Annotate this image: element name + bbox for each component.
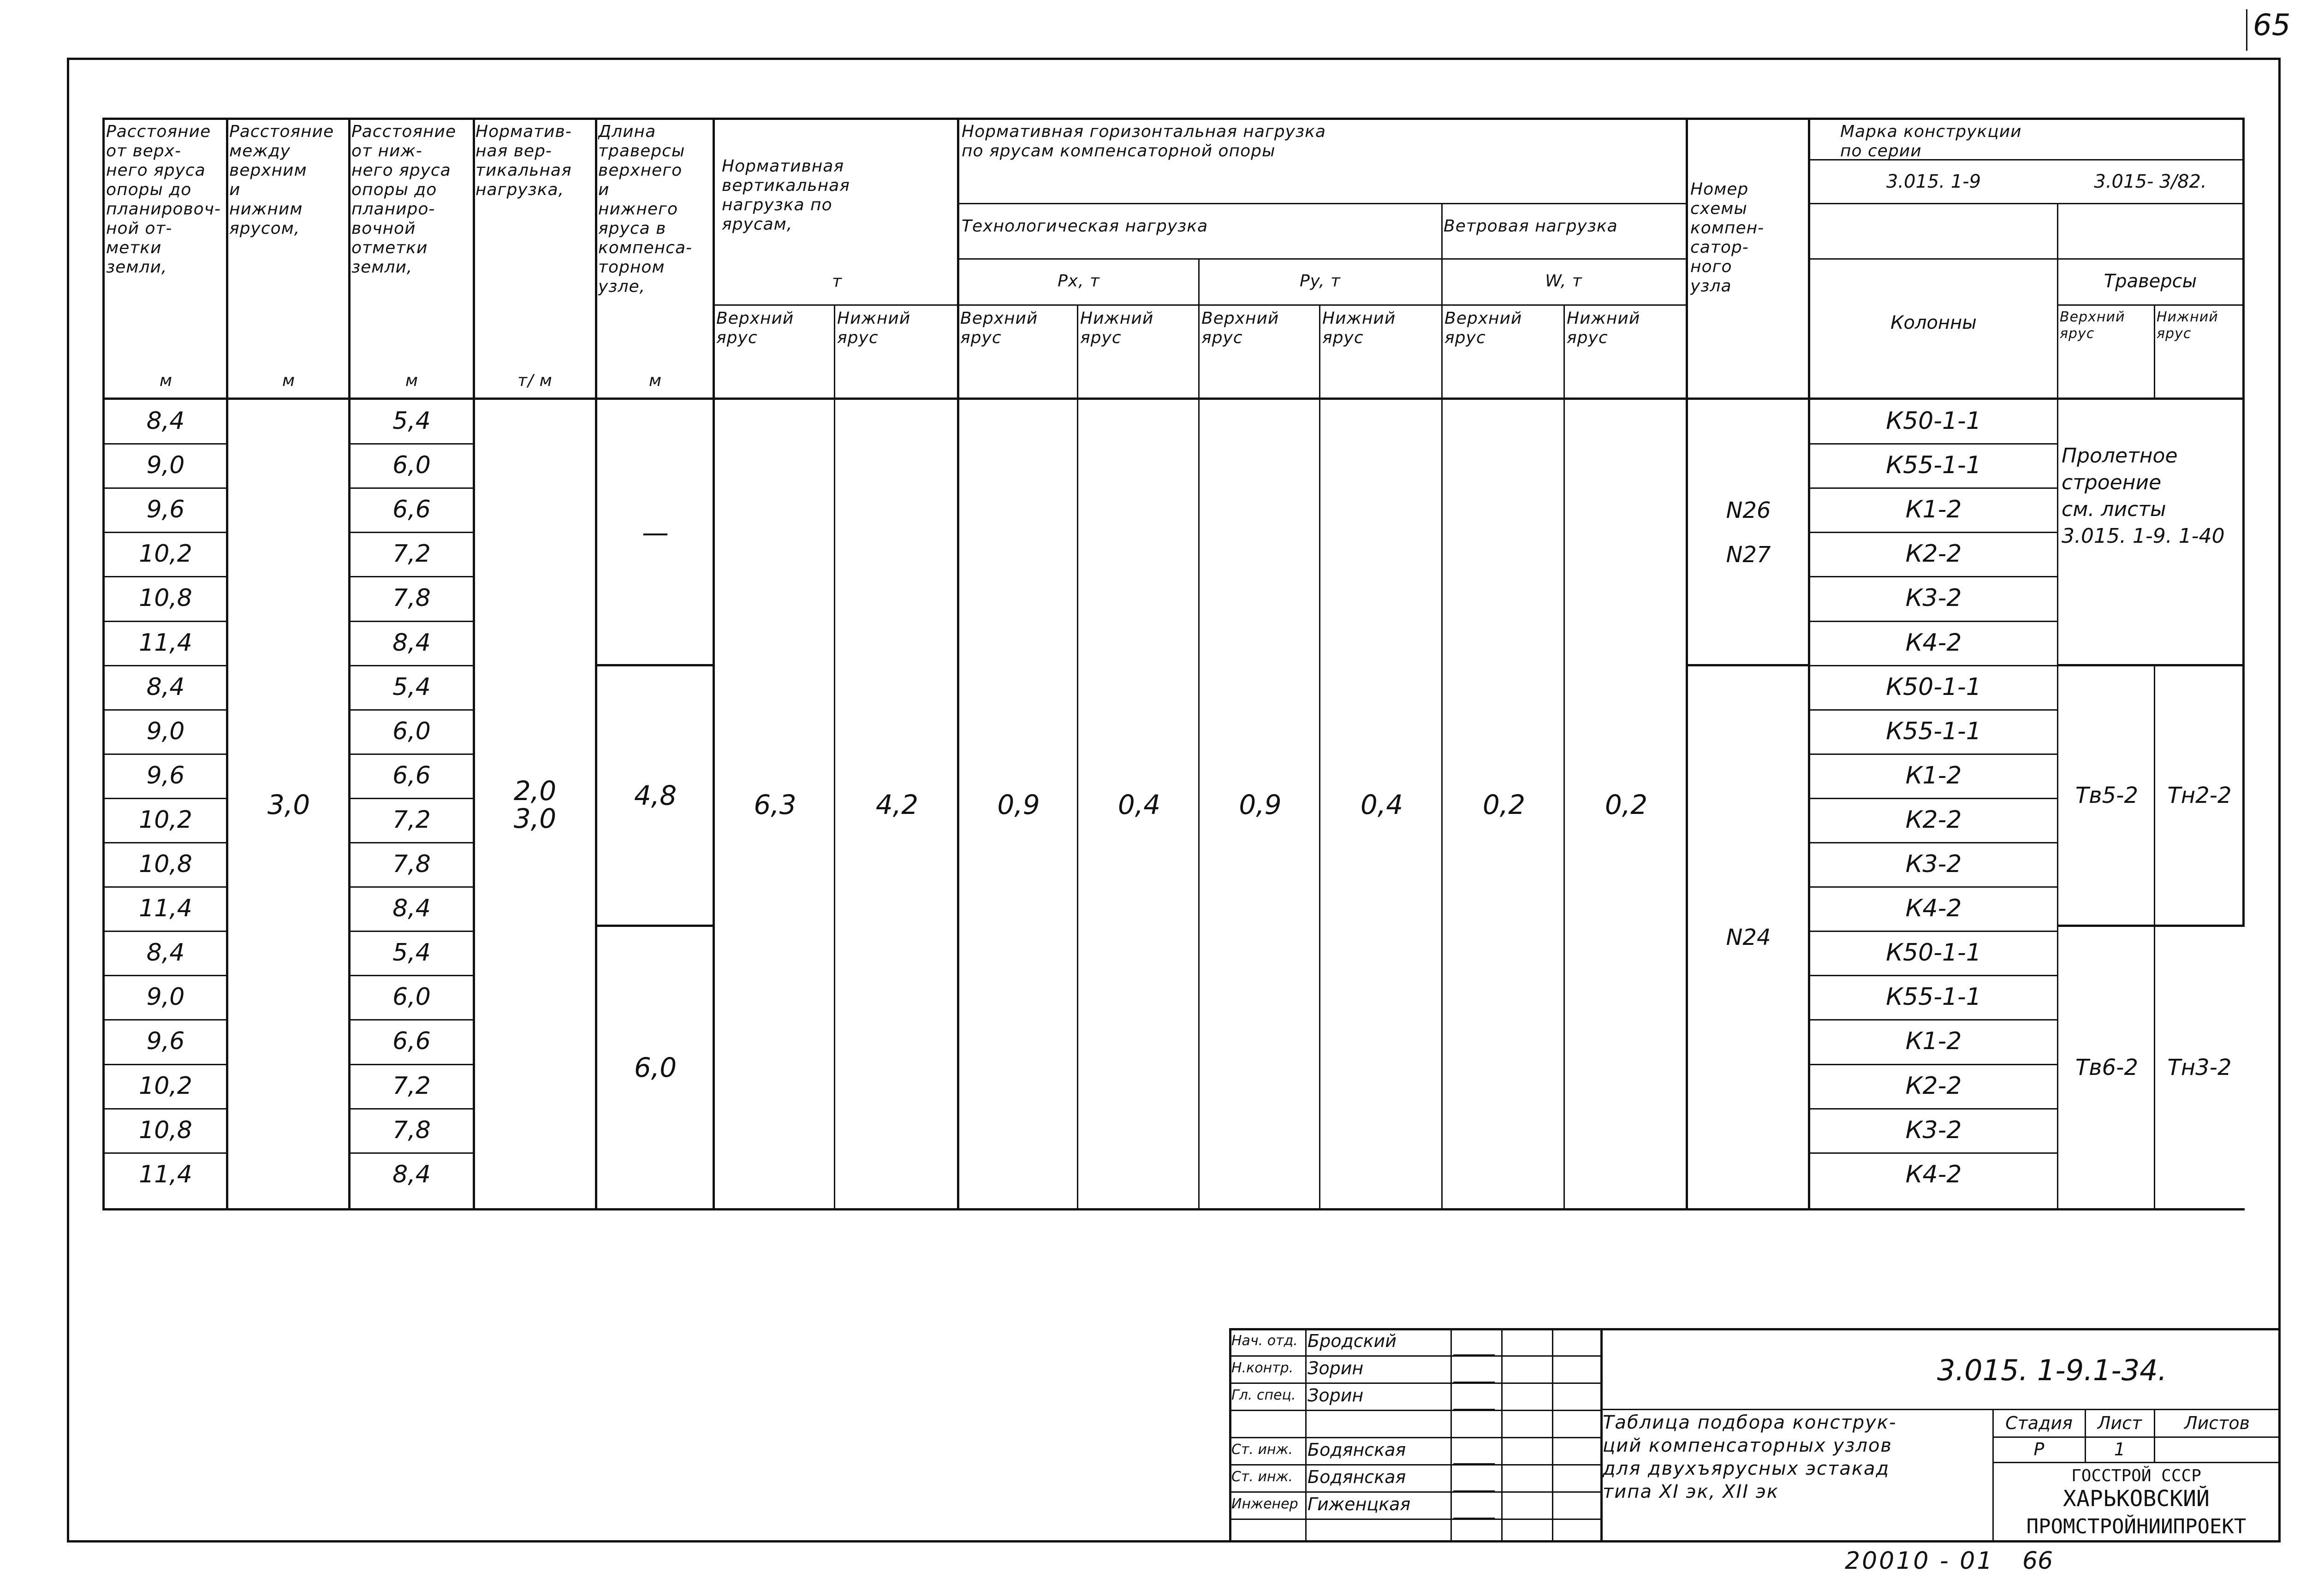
row-dist-lower: 7,8	[392, 1116, 431, 1144]
row-dist-upper: 9,0	[146, 718, 185, 745]
tb-name: Гиженцкая	[1308, 1494, 1411, 1514]
tb-role: Ст. инж.	[1231, 1469, 1293, 1485]
row-column-mark: К2-2	[1905, 540, 1962, 568]
signature-mark	[1453, 1468, 1504, 1492]
row-dist-lower: 5,4	[392, 673, 431, 701]
row-dist-upper: 10,8	[139, 584, 192, 612]
merged-between: 3,0	[267, 789, 310, 820]
org-line-3: ПРОМСТРОЙНИИПРОЕКТ	[2026, 1514, 2247, 1538]
row-dist-upper: 9,6	[146, 1027, 185, 1055]
tb-name: Зорин	[1308, 1358, 1364, 1378]
row-dist-upper: 11,4	[139, 895, 192, 922]
row-column-mark: К50-1-1	[1886, 673, 1981, 701]
tb-role: Нач. отд.	[1231, 1333, 1298, 1349]
tb-role	[1231, 1414, 1305, 1438]
merged-length-g3: 6,0	[634, 1052, 677, 1083]
row-dist-upper: 10,8	[139, 1116, 192, 1144]
header-scheme: Номер схемы компен- сатор- ного узла	[1690, 180, 1765, 296]
merged-trav-g2-lower: Тн2-2	[2167, 783, 2232, 808]
footer-code: 20010 - 01	[1845, 1547, 1994, 1575]
row-dist-lower: 6,0	[392, 451, 431, 479]
merged-trav-g3-upper: Тв6-2	[2075, 1055, 2138, 1080]
org-line-2: ХАРЬКОВСКИЙ	[2063, 1486, 2210, 1512]
row-dist-upper: 9,0	[146, 451, 185, 479]
row-column-mark: К3-2	[1905, 1116, 1962, 1144]
header-horizontal-load: Нормативная горизонтальная нагрузка по ярусам компенсаторной опоры	[962, 122, 1326, 160]
tb-role: Н.контр.	[1231, 1360, 1294, 1376]
merged-px-upper: 0,9	[997, 789, 1040, 820]
frame-top	[67, 58, 2281, 60]
row-dist-upper: 10,2	[139, 540, 192, 568]
row-dist-upper: 10,8	[139, 850, 192, 878]
merged-vert-lower: 4,2	[875, 789, 919, 820]
merged-trav-g3-lower: Тн3-2	[2167, 1055, 2232, 1080]
header-dist-upper: Расстояние от верх- него яруса опоры до планировоч- ной от- метки земли,	[106, 122, 221, 277]
tb-name: Зорин	[1308, 1385, 1364, 1406]
tb-role: Гл. спец.	[1231, 1387, 1296, 1403]
row-column-mark: К3-2	[1905, 584, 1962, 612]
tb-name: Бродский	[1308, 1331, 1397, 1351]
row-dist-lower: 6,0	[392, 718, 431, 745]
row-dist-upper: 9,6	[146, 762, 185, 789]
merged-w-lower: 0,2	[1605, 789, 1648, 820]
merged-trav-g2-upper: Тв5-2	[2075, 783, 2138, 808]
frame-bottom	[67, 1540, 2281, 1543]
merged-length-g1: —	[642, 517, 669, 548]
row-column-mark: К1-2	[1905, 762, 1962, 789]
merged-norm-vert: 2,0 3,0	[513, 775, 557, 834]
row-dist-lower: 8,4	[392, 629, 431, 657]
merged-py-lower: 0,4	[1360, 789, 1403, 820]
footer-number: 66	[2022, 1547, 2053, 1575]
row-dist-lower: 6,6	[392, 496, 431, 523]
sheets-value	[2155, 1437, 2279, 1461]
header-length: Длина траверсы верхнего и нижнего яруса в компенса- торном узле,	[598, 122, 692, 296]
merged-length-g2: 4,8	[634, 780, 677, 811]
row-dist-upper: 10,2	[139, 1072, 192, 1100]
tb-name: Бодянская	[1308, 1440, 1406, 1460]
row-column-mark: К50-1-1	[1886, 939, 1981, 967]
header-dist-between: Расстояние между верхним и нижним ярусом,	[229, 122, 334, 238]
row-dist-lower: 8,4	[392, 1161, 431, 1188]
row-column-mark: К4-2	[1905, 629, 1962, 657]
sheet-value: 1	[2114, 1439, 2126, 1460]
row-column-mark: К50-1-1	[1886, 407, 1981, 435]
row-dist-upper: 9,0	[146, 983, 185, 1011]
row-dist-lower: 6,6	[392, 1027, 431, 1055]
row-dist-lower: 7,2	[392, 540, 431, 568]
frame-left	[67, 58, 69, 1543]
corner-tick	[2246, 9, 2247, 51]
row-column-mark: К4-2	[1905, 895, 1962, 922]
signature-mark	[1453, 1386, 1504, 1410]
row-column-mark: К55-1-1	[1886, 983, 1981, 1011]
row-dist-lower: 6,0	[392, 983, 431, 1011]
signature-mark	[1453, 1359, 1504, 1383]
merged-vert-upper: 6,3	[754, 789, 796, 820]
signature-mark	[1453, 1495, 1504, 1519]
tb-name	[1308, 1412, 1450, 1437]
sheet-title: Таблица подбора конструк- ций компенсаторных узлов для двухъярусных эстакад типа XI эк, XII эк	[1603, 1412, 1897, 1502]
row-dist-upper: 8,4	[146, 673, 185, 701]
row-dist-lower: 8,4	[392, 895, 431, 922]
row-dist-upper: 8,4	[146, 939, 185, 967]
tb-role: Ст. инж.	[1231, 1442, 1293, 1458]
row-dist-lower: 6,6	[392, 762, 431, 789]
row-column-mark: К1-2	[1905, 496, 1962, 523]
row-column-mark: К2-2	[1905, 806, 1962, 834]
tb-role: Инженер	[1231, 1496, 1298, 1512]
row-column-mark: К1-2	[1905, 1027, 1962, 1055]
stage-value: Р	[2033, 1439, 2044, 1460]
row-dist-lower: 5,4	[392, 407, 431, 435]
merged-px-lower: 0,4	[1117, 789, 1161, 820]
tb-name: Бодянская	[1308, 1467, 1406, 1487]
row-column-mark: К55-1-1	[1886, 718, 1981, 745]
merged-scheme-g23: N24	[1726, 924, 1771, 950]
sheet-corner-number: 65	[2253, 8, 2291, 42]
header-vert-tiers: Нормативная вертикальная нагрузка по ярусам,	[722, 157, 850, 234]
signature-mark	[1453, 1441, 1504, 1465]
row-dist-lower: 5,4	[392, 939, 431, 967]
row-column-mark: К3-2	[1905, 850, 1962, 878]
header-mark: Марка конструкции по серии	[1840, 122, 2022, 159]
org-line-1: ГОССТРОЙ СССР	[2071, 1466, 2201, 1485]
merged-trav-g1: Пролетное строение см. листы 3.015. 1-9. 1-40	[2062, 444, 2225, 548]
row-column-mark: К2-2	[1905, 1072, 1962, 1100]
merged-py-upper: 0,9	[1239, 789, 1282, 820]
merged-scheme-g1: N26 N27	[1726, 498, 1771, 568]
row-dist-lower: 7,8	[392, 584, 431, 612]
row-dist-upper: 11,4	[139, 629, 192, 657]
row-dist-lower: 7,2	[392, 806, 431, 834]
row-column-mark: К4-2	[1905, 1161, 1962, 1188]
row-dist-upper: 9,6	[146, 496, 185, 523]
row-column-mark: К55-1-1	[1886, 451, 1981, 479]
header-dist-lower: Расстояние от ниж- него яруса опоры до планиро- вочной отметки земли,	[351, 122, 457, 277]
row-dist-lower: 7,8	[392, 850, 431, 878]
row-dist-upper: 10,2	[139, 806, 192, 834]
frame-right	[2278, 58, 2281, 1543]
signature-mark	[1453, 1332, 1504, 1356]
row-dist-lower: 7,2	[392, 1072, 431, 1100]
merged-w-upper: 0,2	[1482, 789, 1526, 820]
row-dist-upper: 8,4	[146, 407, 185, 435]
doc-code: 3.015. 1-9.1-34.	[1937, 1353, 2167, 1387]
row-dist-upper: 11,4	[139, 1161, 192, 1188]
header-norm-vert: Норматив- ная вер- тикальная нагрузка,	[475, 122, 572, 199]
